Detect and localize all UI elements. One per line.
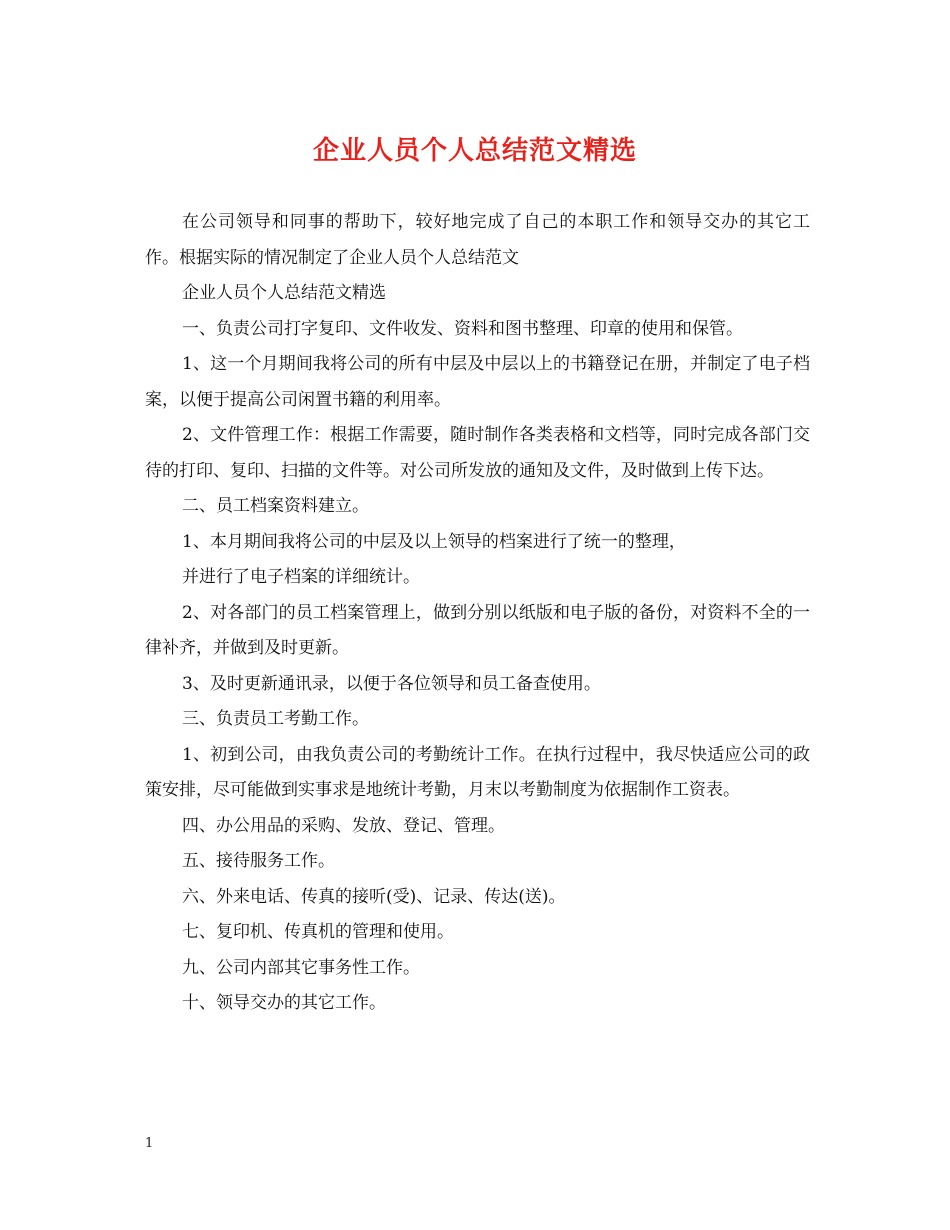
paragraph-section-7: 七、复印机、传真机的管理和使用。 — [182, 922, 454, 942]
paragraph-section-1: 一、负责公司打字复印、文件收发、资料和图书整理、印章的使用和保管。 — [182, 318, 743, 339]
paragraph-section-4: 四、办公用品的采购、发放、登记、管理。 — [182, 815, 505, 836]
paragraph-subtitle: 企业人员个人总结范文精选 — [182, 283, 386, 303]
paragraph-section-3-item-1: 1、初到公司，由我负责公司的考勤统计工作。在执行过程中，我尽快适应公司的政策安排，尽可能做到实事求是地统计考勤，月末以考勤制度为依据制作工资表。 — [145, 744, 810, 800]
paragraph-section-10: 十、领导交办的其它工作。 — [182, 993, 386, 1013]
paragraph-section-9: 九、公司内部其它事务性工作。 — [182, 957, 420, 978]
paragraph-section-2-item-3: 3、及时更新通讯录，以便于各位领导和员工备查使用。 — [182, 673, 601, 694]
paragraph-section-3: 三、负责员工考勤工作。 — [182, 709, 369, 729]
paragraph-section-2-item-1-cont: 并进行了电子档案的详细统计。 — [182, 567, 420, 587]
page-number: 1 — [145, 1136, 154, 1151]
paragraph-section-6: 六、外来电话、传真的接听(受)、记录、传达(送)。 — [182, 886, 566, 907]
paragraph-section-2: 二、员工档案资料建立。 — [182, 496, 369, 516]
paragraph-section-2-item-2: 2、对各部门的员工档案管理上，做到分别以纸版和电子版的备份，对资料不全的一律补齐，并做到及时更新。 — [145, 602, 810, 658]
paragraph-intro: 在公司领导和同事的帮助下，较好地完成了自己的本职工作和领导交办的其它工作。根据实际的情况制定了企业人员个人总结范文 — [145, 212, 810, 268]
document-body — [145, 205, 810, 1022]
document-title: 企业人员个人总结范文精选 — [312, 136, 637, 166]
paragraph-section-5: 五、接待服务工作。 — [182, 851, 335, 871]
paragraph-section-2-item-1: 1、本月期间我将公司的中层及以上领导的档案进行了统一的整理， — [182, 531, 686, 552]
paragraph-section-1-item-2: 2、文件管理工作：根据工作需要，随时制作各类表格和文档等，同时完成各部门交待的打印、复印、扫描的文件等。对公司所发放的通知及文件，及时做到上传下达。 — [145, 425, 810, 481]
paragraph-section-1-item-1: 1、这一个月期间我将公司的所有中层及中层以上的书籍登记在册，并制定了电子档案，以便于提高公司闲置书籍的利用率。 — [145, 354, 810, 410]
